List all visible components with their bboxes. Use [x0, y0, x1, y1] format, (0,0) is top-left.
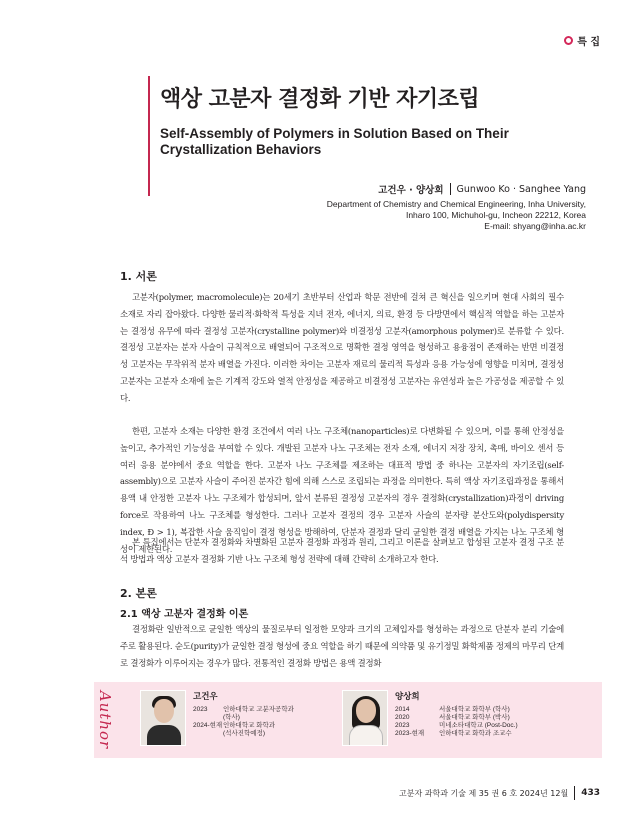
article-title-ko: 액상 고분자 결정화 기반 자기조립 [160, 86, 480, 112]
history-row: (학사) [223, 714, 240, 721]
article-title-en: Self-Assembly of Polymers in Solution Based on Their Crystallization Behaviors [160, 126, 509, 157]
history-row: 2014 서울대학교 화학부 (학사) [395, 706, 510, 713]
author-photo-2 [342, 690, 388, 746]
author-1-name: 고건우 [193, 692, 218, 702]
page-number: 433 [581, 788, 600, 798]
history-row: 2023 미네소타대학교 (Post-Doc.) [395, 722, 518, 729]
intro-paragraph-1: 고분자(polymer, macromolecule)는 20세기 초반부터 산업과 학문 전반에 걸쳐 큰 혁신을 일으키며 현대 사회의 필수 소재로 자리 잡아왔다. 다양한 물리적·화학적 특성을 지녀 전자, 에너지, 의료, 환경 등 다방면에서 핵심적 역할을 하는 고분자는 결정성 유무에 따라 결정성 고분자(crystalline polymer)와 비결정성 고분자(amorphous polymer)로 분류할 수 있다. 결정성 고분자는 분자 사슬이 규칙적으로 배열되어 구조적으로 명확한 결정 영역을 형성하고 용융점이 존재하는 반면 비결정성 고분자는 무작위적 분자 배열을 가진다. 이러한 차이는 고분자 재료의 물리적 특성과 응용 가능성에 영향을 미치며, 결정성 고분자는 고분자 소재에 높은 기계적 강도와 열적 안정성을 제공하고 비결정성 고분자는 유연성과 높은 가공성을 제공할 수 있다. [120, 292, 564, 403]
history-row: 2023-현재 인하대학교 화학과 조교수 [395, 730, 512, 737]
affiliation-line-2: Inharo 100, Michuhol-gu, Incheon 22212, Korea [405, 210, 586, 220]
section-heading-intro: 1. 서론 [120, 270, 157, 283]
author-label-text: Author [96, 690, 115, 750]
author-line [378, 182, 586, 196]
section-badge [564, 33, 600, 48]
authors-ko: 고건우 · 양상희 [378, 185, 444, 196]
history-row: (석사진학예정) [223, 730, 266, 737]
email[interactable]: E-mail: shyang@inha.ac.kr [484, 221, 586, 231]
page-footer [399, 786, 600, 800]
author-divider [450, 183, 451, 195]
photo-body [147, 725, 181, 746]
circle-bullet-icon [564, 36, 573, 45]
author-2-name: 양상희 [395, 692, 420, 702]
history-row: 2023 인하대학교 고분자공학과 [193, 706, 294, 713]
author-photo-1 [140, 690, 186, 746]
intro-paragraph-3: 본 특집에서는 단분자 결정화와 차별화된 고분자 결정화 과정과 원리, 그리고 이론을 살펴보고 합성된 고분자 결정 구조 분석 방법과 액상 고분자 결정화 기반 나노 구조체 형성 전략에 대해 간략히 소개하고자 한다. [120, 537, 564, 564]
photo-face [154, 699, 174, 723]
intro-paragraph-2: 한편, 고분자 소재는 다양한 환경 조건에서 여러 나노 구조체(nanoparticles)로 다변화될 수 있으며, 이를 통해 안정성을 높이고, 추가적인 기능성을 부여할 수 있다. 개발된 고분자 나노 구조체는 전자 소재, 에너지 저장 장치, 촉매, 바이오 센서 등 여러 응용 분야에서 중요 역할을 한다. 고분자 나노 구조체를 제조하는 대표적 방법 중 하나는 고분자의 자기조립(self-assembly)으로 고분자 사슬이 주어진 분자간 힘에 의해 스스로 조립되는 과정을 의미한다. 특히 액상 자기조립과정을 통해서 용액 내 안정한 고분자 나노 구조체가 합성되며, 앞서 분류된 결정성 고분자의 경우 결정화(crystallization)과정이 driving force로 작용하여 나노 구조체를 형성한다. 그러나 고분자 결정의 경우 고분자 사슬의 분자량 분산도와(polydispersity index, Đ > 1), 복잡한 사슬 움직임이 결정 형성을 방해하여, 단분자 결정과 달리 균일한 결정 배열을 가지는 나노 구조체 형성이 제한된다. [120, 426, 564, 554]
section-heading-body: 2. 본론 [120, 587, 157, 600]
affiliation-line-1: Department of Chemistry and Chemical Engineering, Inha University, [326, 199, 586, 209]
photo-face [356, 699, 376, 723]
subsection-heading-2-1: 2.1 액상 고분자 결정화 이론 [120, 609, 249, 620]
history-row: 2024-현재 인하대학교 화학과 [193, 722, 276, 729]
history-row: 2020 서울대학교 화학부 (박사) [395, 714, 510, 721]
footer-divider [574, 786, 575, 800]
photo-body [349, 725, 383, 746]
badge-label: 특 집 [577, 37, 600, 48]
body-paragraph-1: 결정화란 일반적으로 균일한 액상의 물질로부터 일정한 모양과 크기의 고체입자를 형성하는 과정으로 단분자 분리 기술에 주로 활용된다. 순도(purity)가 균일한 결정 형성에 중요 역할을 하기 때문에 의약품 및 유기정밀 화학제품 정제의 마무리 단계로 결정화가 이루어지는 경우가 많다. 전통적인 결정화 방법은 용액 결정화 [120, 624, 564, 668]
affiliation [327, 199, 586, 232]
author-2-history [395, 706, 518, 738]
title-accent-rule [148, 76, 150, 196]
author-1-history [193, 706, 294, 738]
author-label [96, 682, 115, 758]
journal-citation: 고분자 과학과 기술 제 35 권 6 호 2024년 12월 [399, 788, 569, 798]
authors-en: Gunwoo Ko · Sanghee Yang [456, 183, 586, 195]
